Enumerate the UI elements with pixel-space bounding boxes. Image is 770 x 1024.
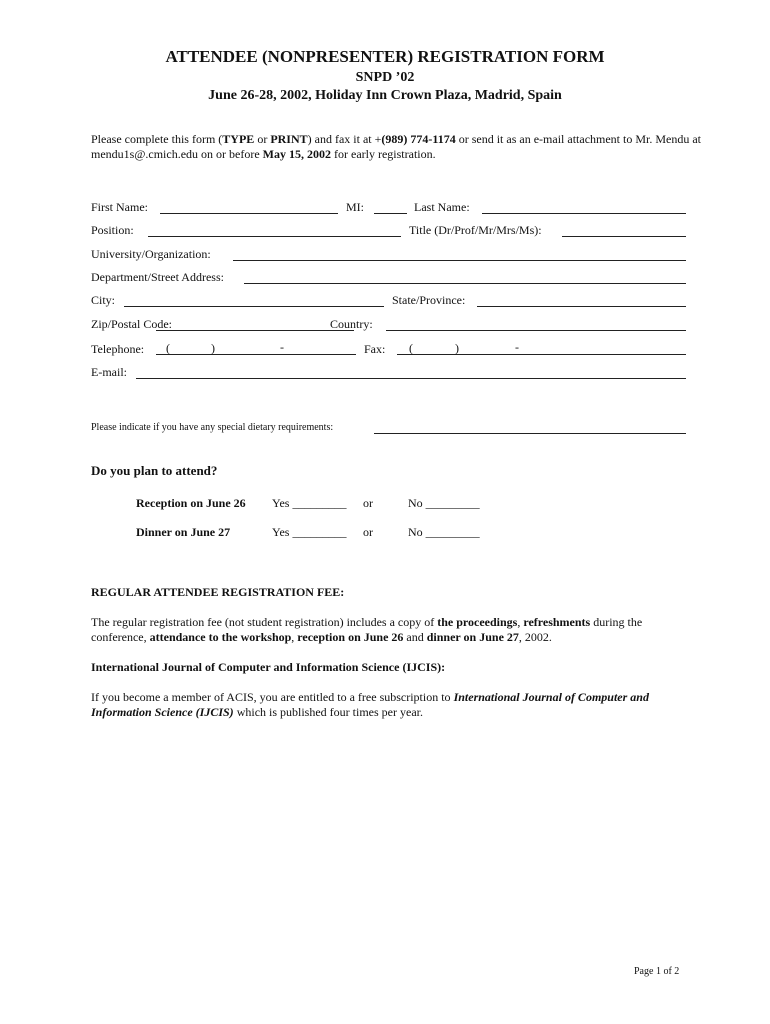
page-number: Page 1 of 2 bbox=[634, 966, 680, 977]
event-reception-yes[interactable]: Yes _________ bbox=[272, 496, 347, 510]
intro-text: or send it as an e-mail attachment to Mr. Mendu at mendu1s@.cmich.edu on or before bbox=[91, 132, 702, 161]
title-field[interactable] bbox=[562, 236, 686, 237]
university-field[interactable] bbox=[233, 260, 686, 261]
intro-fax-number: (989) 774-1174 bbox=[381, 132, 456, 146]
first-name-label: First Name: bbox=[91, 200, 148, 214]
journal-text: which is published four times per year. bbox=[233, 705, 423, 719]
telephone-dash: - bbox=[280, 340, 284, 354]
university-label: University/Organization: bbox=[91, 247, 211, 261]
intro-text: for early registration. bbox=[331, 147, 436, 161]
journal-name: International Journal of Computer and Information Science (IJCIS) bbox=[91, 690, 649, 719]
conference-dates-venue: June 26-28, 2002, Holiday Inn Crown Plaza, Madrid, Spain bbox=[208, 88, 562, 103]
title-label: Title (Dr/Prof/Mr/Mrs/Ms): bbox=[409, 223, 542, 237]
intro-deadline: May 15, 2002 bbox=[262, 147, 331, 161]
position-field[interactable] bbox=[148, 236, 401, 237]
fee-bold: dinner on June 27 bbox=[426, 630, 519, 644]
email-label: E-mail: bbox=[91, 365, 127, 379]
fee-text: and bbox=[403, 630, 427, 644]
event-reception-or: or bbox=[363, 496, 373, 510]
journal-text: If you become a member of ACIS, you are entitled to a free subscription to bbox=[91, 690, 454, 704]
state-label: State/Province: bbox=[392, 293, 466, 307]
intro-text: ) and fax it at + bbox=[307, 132, 382, 146]
event-dinner-name: Dinner on June 27 bbox=[136, 525, 231, 539]
telephone-paren-close: ) bbox=[211, 341, 215, 355]
fee-text: , 2002. bbox=[518, 630, 552, 644]
telephone-field[interactable] bbox=[156, 354, 356, 355]
fax-paren-open: ( bbox=[409, 341, 413, 355]
position-label: Position: bbox=[91, 223, 134, 237]
fee-bold: reception on June 26 bbox=[297, 630, 404, 644]
intro-type: TYPE bbox=[222, 132, 255, 146]
country-field[interactable] bbox=[386, 330, 686, 331]
fee-bold: attendance to the workshop bbox=[149, 630, 292, 644]
fax-field[interactable] bbox=[397, 354, 686, 355]
intro-paragraph bbox=[91, 132, 711, 162]
fax-dash: - bbox=[515, 340, 519, 354]
mi-field[interactable] bbox=[374, 213, 407, 214]
city-label: City: bbox=[91, 293, 116, 307]
dietary-field[interactable] bbox=[374, 433, 686, 434]
state-field[interactable] bbox=[477, 306, 686, 307]
fee-bold: the proceedings bbox=[437, 615, 518, 629]
fee-bold: refreshments bbox=[523, 615, 591, 629]
journal-paragraph bbox=[91, 690, 691, 720]
fee-text: , bbox=[517, 615, 524, 629]
event-dinner-or: or bbox=[363, 525, 373, 539]
fee-heading: REGULAR ATTENDEE REGISTRATION FEE: bbox=[91, 585, 345, 599]
department-label: Department/Street Address: bbox=[91, 270, 224, 284]
intro-text: or bbox=[254, 132, 271, 146]
fee-paragraph bbox=[91, 615, 691, 645]
fee-text: The regular registration fee (not student registration) includes a copy of bbox=[91, 615, 438, 629]
intro-text: Please complete this form ( bbox=[91, 132, 223, 146]
event-reception-no[interactable]: No _________ bbox=[408, 496, 480, 510]
zip-label: Zip/Postal Code: bbox=[91, 317, 172, 331]
telephone-label: Telephone: bbox=[91, 342, 145, 356]
event-reception-name: Reception on June 26 bbox=[136, 496, 246, 510]
event-dinner-yes[interactable]: Yes _________ bbox=[272, 525, 347, 539]
conference-name: SNPD ’02 bbox=[355, 70, 415, 85]
zip-field[interactable] bbox=[156, 330, 354, 331]
city-field[interactable] bbox=[124, 306, 384, 307]
last-name-field[interactable] bbox=[482, 213, 686, 214]
fee-text: during the conference, bbox=[91, 615, 643, 644]
event-dinner-no[interactable]: No _________ bbox=[408, 525, 480, 539]
department-field[interactable] bbox=[244, 283, 686, 284]
intro-print: PRINT bbox=[270, 132, 308, 146]
fax-label: Fax: bbox=[364, 342, 386, 356]
fax-paren-close: ) bbox=[455, 341, 459, 355]
mi-label: MI: bbox=[346, 200, 364, 214]
fee-text: , bbox=[291, 630, 298, 644]
last-name-label: Last Name: bbox=[414, 200, 470, 214]
dietary-label: Please indicate if you have any special dietary requirements: bbox=[91, 422, 334, 433]
first-name-field[interactable] bbox=[160, 213, 338, 214]
telephone-paren-open: ( bbox=[166, 341, 170, 355]
form-title: ATTENDEE (NONPRESENTER) REGISTRATION FORM bbox=[165, 47, 605, 66]
journal-heading: International Journal of Computer and Information Science (IJCIS): bbox=[91, 660, 446, 674]
country-label: Country: bbox=[330, 317, 373, 331]
email-field[interactable] bbox=[136, 378, 686, 379]
attend-heading: Do you plan to attend? bbox=[91, 463, 218, 478]
